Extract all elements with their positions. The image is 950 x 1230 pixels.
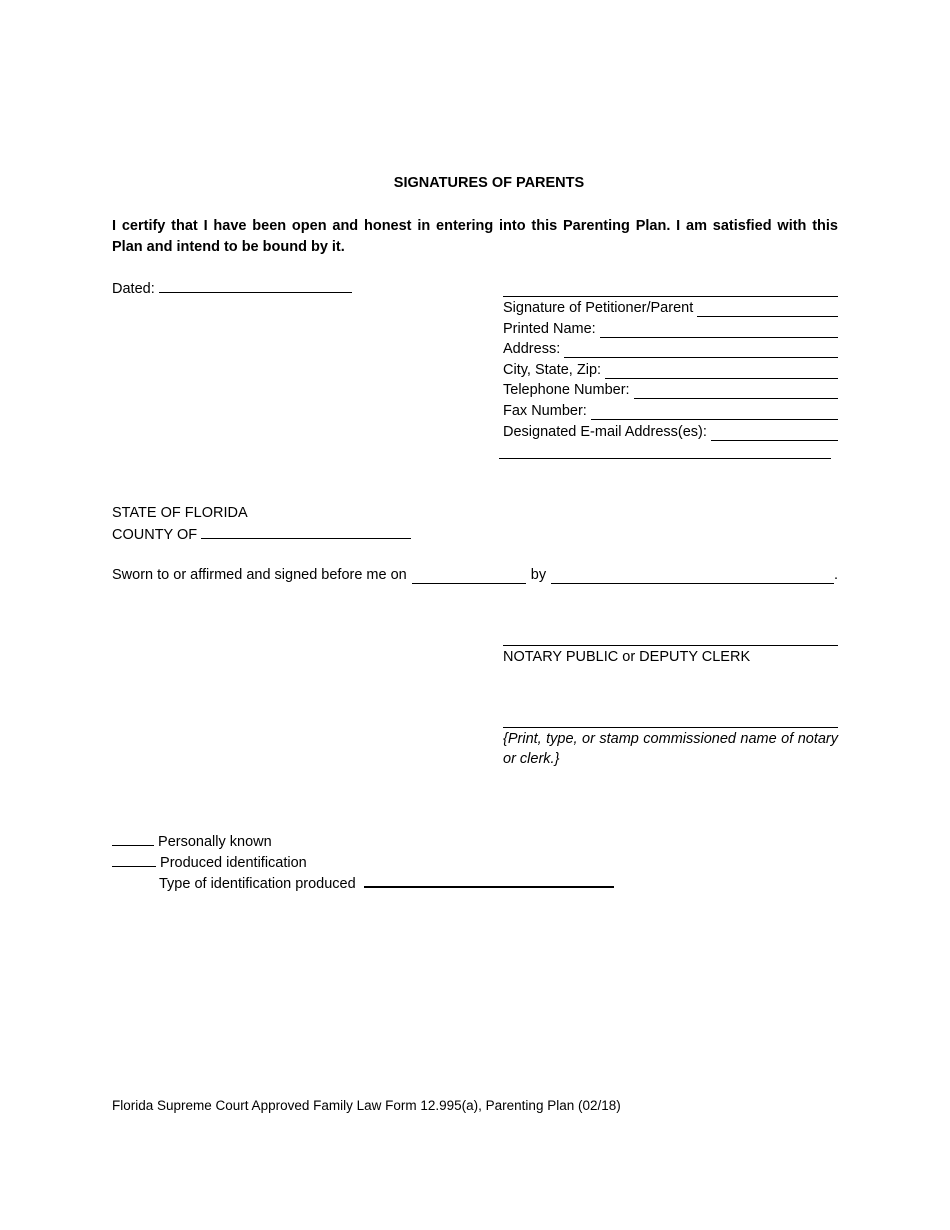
dated-label: Dated: [112, 281, 155, 297]
telephone-label: Telephone Number: [503, 382, 630, 398]
county-row [112, 526, 411, 544]
id-type-field[interactable] [364, 874, 614, 888]
email-field[interactable] [711, 428, 838, 441]
page-title: SIGNATURES OF PARENTS [393, 175, 585, 191]
notary-signature-line[interactable] [503, 645, 838, 646]
sworn-by-field[interactable] [551, 571, 834, 584]
sworn-period: . [833, 567, 838, 583]
signature-label: Signature of Petitioner/Parent [503, 300, 694, 316]
sworn-row [112, 567, 838, 584]
city-state-zip-row [503, 362, 838, 379]
telephone-field[interactable] [634, 386, 838, 399]
address-row [503, 341, 838, 358]
city-state-zip-field[interactable] [605, 366, 838, 379]
fax-label: Fax Number: [503, 403, 587, 419]
dated-row [112, 280, 352, 298]
produced-id-row [112, 854, 307, 872]
fax-row [503, 403, 838, 420]
email-label: Designated E-mail Address(es): [503, 424, 707, 440]
state-label: STATE OF FLORIDA [112, 505, 248, 521]
personally-known-checkbox[interactable] [112, 833, 154, 846]
produced-id-checkbox[interactable] [112, 854, 156, 867]
address-field[interactable] [564, 345, 838, 358]
by-text: by [530, 567, 547, 583]
city-state-zip-label: City, State, Zip: [503, 362, 602, 378]
telephone-row [503, 382, 838, 399]
produced-id-label: Produced identification [160, 855, 307, 871]
id-type-row [159, 874, 614, 893]
fax-field[interactable] [591, 407, 838, 420]
county-field[interactable] [201, 526, 411, 539]
signature-field[interactable] [697, 304, 838, 317]
notary-label: NOTARY PUBLIC or DEPUTY CLERK [503, 649, 751, 665]
petitioner-signature-line[interactable] [503, 296, 838, 297]
printed-name-row [503, 321, 838, 338]
signature-row [503, 300, 838, 317]
notary-name-line[interactable] [503, 727, 838, 728]
email-row [503, 424, 838, 441]
printed-name-field[interactable] [600, 325, 838, 338]
form-footer: Florida Supreme Court Approved Family Law Form 12.995(a), Parenting Plan (02/18) [112, 1098, 621, 1113]
county-label: COUNTY OF [112, 527, 198, 543]
certification-statement: I certify that I have been open and honest in entering into this Parenting Plan. I am satisfied with this Plan and intend to be bound by it. [112, 218, 838, 255]
email-continuation-line[interactable] [499, 458, 831, 459]
personally-known-row [112, 833, 272, 851]
notary-name-note: {Print, type, or stamp commissioned name of notary or clerk.} [503, 731, 838, 767]
printed-name-label: Printed Name: [503, 321, 596, 337]
address-label: Address: [503, 341, 561, 357]
dated-field[interactable] [159, 280, 352, 293]
sworn-text: Sworn to or affirmed and signed before me on [112, 567, 407, 583]
personally-known-label: Personally known [158, 834, 272, 850]
id-type-label: Type of identification produced [159, 876, 356, 892]
sworn-date-field[interactable] [412, 571, 526, 584]
